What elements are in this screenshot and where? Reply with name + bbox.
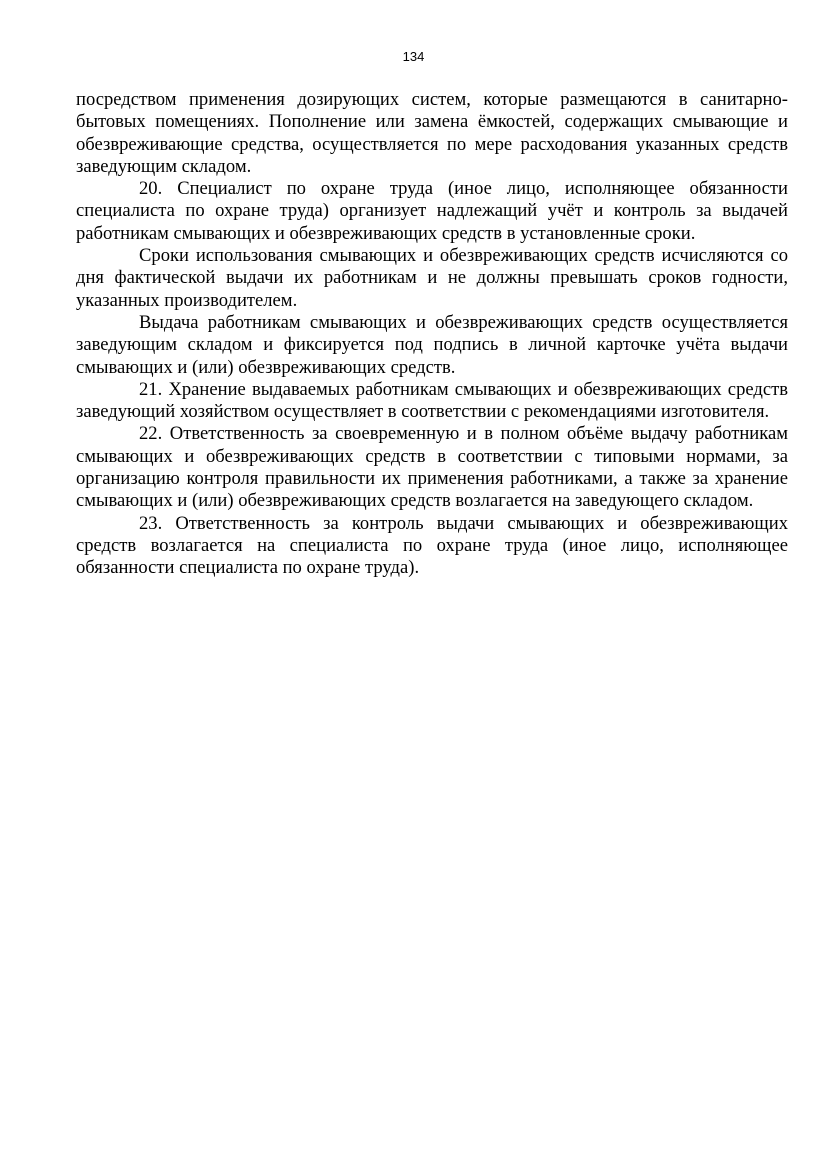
paragraph-item-23: 23. Ответственность за контроль выдачи смывающих и обезвреживающих средств возлагается на специалиста по охране труда (иное лицо, исполняющее обязанности специалиста по охране труда).: [76, 512, 788, 579]
paragraph-continuation: посредством применения дозирующих систем, которые размещаются в санитарно-бытовых помещениях. Пополнение или замена ёмкостей, содержащих смывающие и обезвреживающие средства, осуществляется по мере расходования указанных средств заведующим складом.: [76, 89, 788, 177]
paragraph-usage-terms: Сроки использования смывающих и обезвреживающих средств исчисляются со дня фактической выдачи их работникам и не должны превышать сроков годности, указанных производителем.: [76, 245, 788, 311]
paragraph-item-22: 22. Ответственность за своевременную и в полном объёме выдачу работникам смывающих и обезвреживающих средств в соответствии с типовыми нормами, за организацию контроля правильности их применения работниками, а также за хранение смывающих и (или) обезвреживающих средств возлагается на заведующего складом.: [76, 423, 788, 512]
document-body: [76, 89, 788, 580]
page-number: 134: [402, 49, 425, 64]
paragraph-issuance: Выдача работникам смывающих и обезвреживающих средств осуществляется заведующим складом и фиксируется под подпись в личной карточке учёта выдачи смывающих и (или) обезвреживающих средств.: [76, 311, 788, 378]
paragraph-item-21: 21. Хранение выдаваемых работникам смывающих и обезвреживающих средств заведующий хозяйством осуществляет в соответствии с рекомендациями изготовителя.: [76, 378, 788, 423]
paragraph-item-20: 20. Специалист по охране труда (иное лицо, исполняющее обязанности специалиста по охране труда) организует надлежащий учёт и контроль за выдачей работникам смывающих и обезвреживающих средств в установленные сроки.: [76, 178, 788, 244]
